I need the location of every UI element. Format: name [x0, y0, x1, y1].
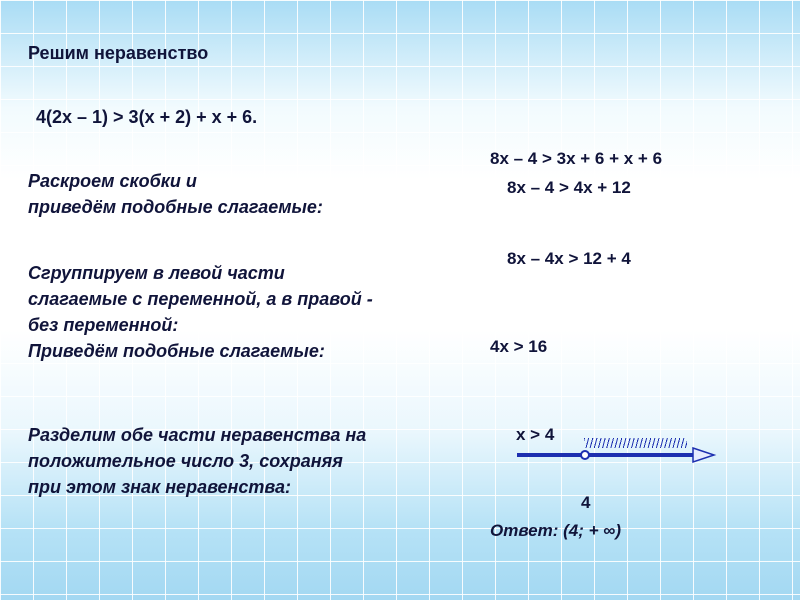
step-group-line-3: без переменной:: [28, 315, 179, 335]
heading: Решим неравенство: [28, 43, 209, 63]
math-line-3: 8х – 4х > 12 + 4: [507, 249, 631, 268]
step-group-line-4: Приведём подобные слагаемые:: [28, 341, 325, 361]
math-line-1: 8х – 4 > 3х + 6 + х + 6: [490, 149, 663, 168]
inequality: 4(2х – 1) > 3(х + 2) + х + 6.: [36, 107, 258, 127]
answer: Ответ: (4; + ∞): [490, 521, 622, 540]
step-divide-line-2: положительное число 3, сохраняя: [28, 451, 343, 471]
number-line-arrow-icon: [515, 438, 720, 472]
step-divide-line-3: при этом знак неравенства:: [28, 477, 292, 497]
point-label: 4: [581, 493, 591, 512]
arrow-head-icon: [693, 448, 714, 462]
step-group-line-1: Сгруппируем в левой части: [28, 263, 285, 283]
step-divide-line-1: Разделим обе части неравенства на: [28, 425, 367, 445]
step-expand-line-2: приведём подобные слагаемые:: [28, 197, 323, 217]
math-line-2: 8х – 4 > 4х + 12: [507, 178, 631, 197]
math-line-5: х > 4: [516, 425, 555, 444]
math-line-4: 4х > 16: [490, 337, 548, 356]
step-group-line-2: слагаемые с переменной, а в правой -: [28, 289, 373, 309]
open-point-icon: [581, 451, 589, 459]
step-expand-line-1: Раскроем скобки и: [28, 171, 197, 191]
